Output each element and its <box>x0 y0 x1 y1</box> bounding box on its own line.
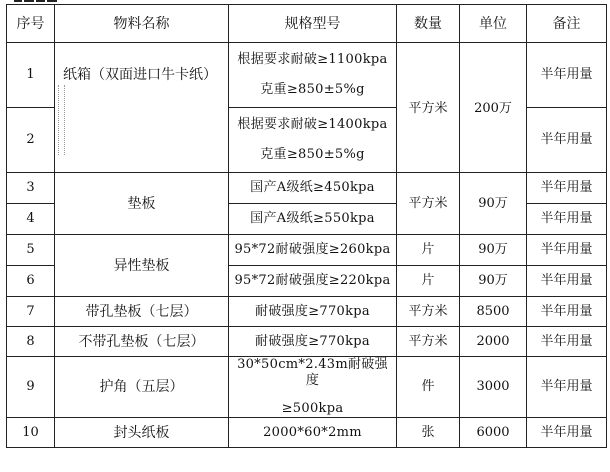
spec-line: 30*50cm*2.43m耐破强度 <box>237 357 388 388</box>
material-name: 护角（五层） <box>55 357 229 418</box>
row-number: 2 <box>7 108 55 173</box>
spec-cell: 耐破强度≥770kpa <box>229 327 397 357</box>
row-number: 8 <box>7 327 55 357</box>
note-cell: 半年用量 <box>527 418 607 448</box>
quantity-cell: 件 <box>397 357 460 418</box>
material-name: 不带孔垫板（七层） <box>55 327 229 357</box>
spec-cell: 95*72耐破强度≥260kpa <box>229 235 397 266</box>
material-name: 封头纸板 <box>55 418 229 448</box>
unit-cell: 200万 <box>460 43 527 173</box>
unit-cell: 90万 <box>460 173 527 235</box>
spec-line: 根据要求耐破≥1400kpa <box>237 117 388 132</box>
unit-cell: 6000 <box>460 418 527 448</box>
unit-cell: 90万 <box>460 266 527 297</box>
quantity-cell: 平方米 <box>397 173 460 235</box>
quantity-cell: 张 <box>397 418 460 448</box>
table-row <box>7 173 607 204</box>
quantity-cell: 平方米 <box>397 43 460 173</box>
spec-cell: 95*72耐破强度≥220kpa <box>229 266 397 297</box>
materials-table <box>6 4 607 448</box>
spec-cell <box>229 43 397 108</box>
note-cell: 半年用量 <box>527 108 607 173</box>
material-name-text: 纸箱（双面进口牛卡纸） <box>63 67 217 83</box>
spec-line: 根据要求耐破≥1100kpa <box>237 52 388 67</box>
header-cell: 物料名称 <box>55 5 229 43</box>
quantity-cell: 平方米 <box>397 327 460 357</box>
spec-cell <box>229 357 397 418</box>
material-name: 异性垫板 <box>55 235 229 297</box>
table-row <box>7 297 607 327</box>
note-cell: 半年用量 <box>527 43 607 108</box>
row-number: 10 <box>7 418 55 448</box>
unit-cell: 2000 <box>460 327 527 357</box>
table-row <box>7 235 607 266</box>
table-row <box>7 43 607 108</box>
spec-line: ≥500kpa <box>281 401 344 416</box>
material-name: 垫板 <box>55 173 229 235</box>
row-number: 5 <box>7 235 55 266</box>
spec-cell: 国产A级纸≥550kpa <box>229 204 397 235</box>
header-cell: 规格型号 <box>229 5 397 43</box>
row-number: 9 <box>7 357 55 418</box>
note-cell: 半年用量 <box>527 357 607 418</box>
note-cell: 半年用量 <box>527 266 607 297</box>
spec-cell: 国产A级纸≥450kpa <box>229 173 397 204</box>
row-number: 3 <box>7 173 55 204</box>
unit-cell: 90万 <box>460 235 527 266</box>
row-number: 4 <box>7 204 55 235</box>
table-row <box>7 418 607 448</box>
quantity-cell: 片 <box>397 266 460 297</box>
row-number: 6 <box>7 266 55 297</box>
spec-line: 克重≥850±5%g <box>260 147 365 162</box>
spec-line: 克重≥850±5%g <box>260 82 365 97</box>
material-name: 带孔垫板（七层） <box>55 297 229 327</box>
table-row <box>7 357 607 418</box>
header-cell: 单位 <box>460 5 527 43</box>
spec-cell: 2000*60*2mm <box>229 418 397 448</box>
header-cell: 数量 <box>397 5 460 43</box>
unit-cell: 3000 <box>460 357 527 418</box>
quantity-cell: 平方米 <box>397 297 460 327</box>
note-cell: 半年用量 <box>527 204 607 235</box>
table-row <box>7 327 607 357</box>
quantity-cell: 片 <box>397 235 460 266</box>
note-cell: 半年用量 <box>527 327 607 357</box>
row-number: 7 <box>7 297 55 327</box>
header-cell: 序号 <box>7 5 55 43</box>
row-number: 1 <box>7 43 55 108</box>
note-cell: 半年用量 <box>527 173 607 204</box>
note-cell: 半年用量 <box>527 297 607 327</box>
unit-cell: 8500 <box>460 297 527 327</box>
spec-cell: 耐破强度≥770kpa <box>229 297 397 327</box>
note-cell: 半年用量 <box>527 235 607 266</box>
dotted-marker <box>58 85 65 155</box>
spec-cell <box>229 108 397 173</box>
material-name <box>55 43 229 173</box>
header-cell: 备注 <box>527 5 607 43</box>
header-row <box>7 5 607 43</box>
